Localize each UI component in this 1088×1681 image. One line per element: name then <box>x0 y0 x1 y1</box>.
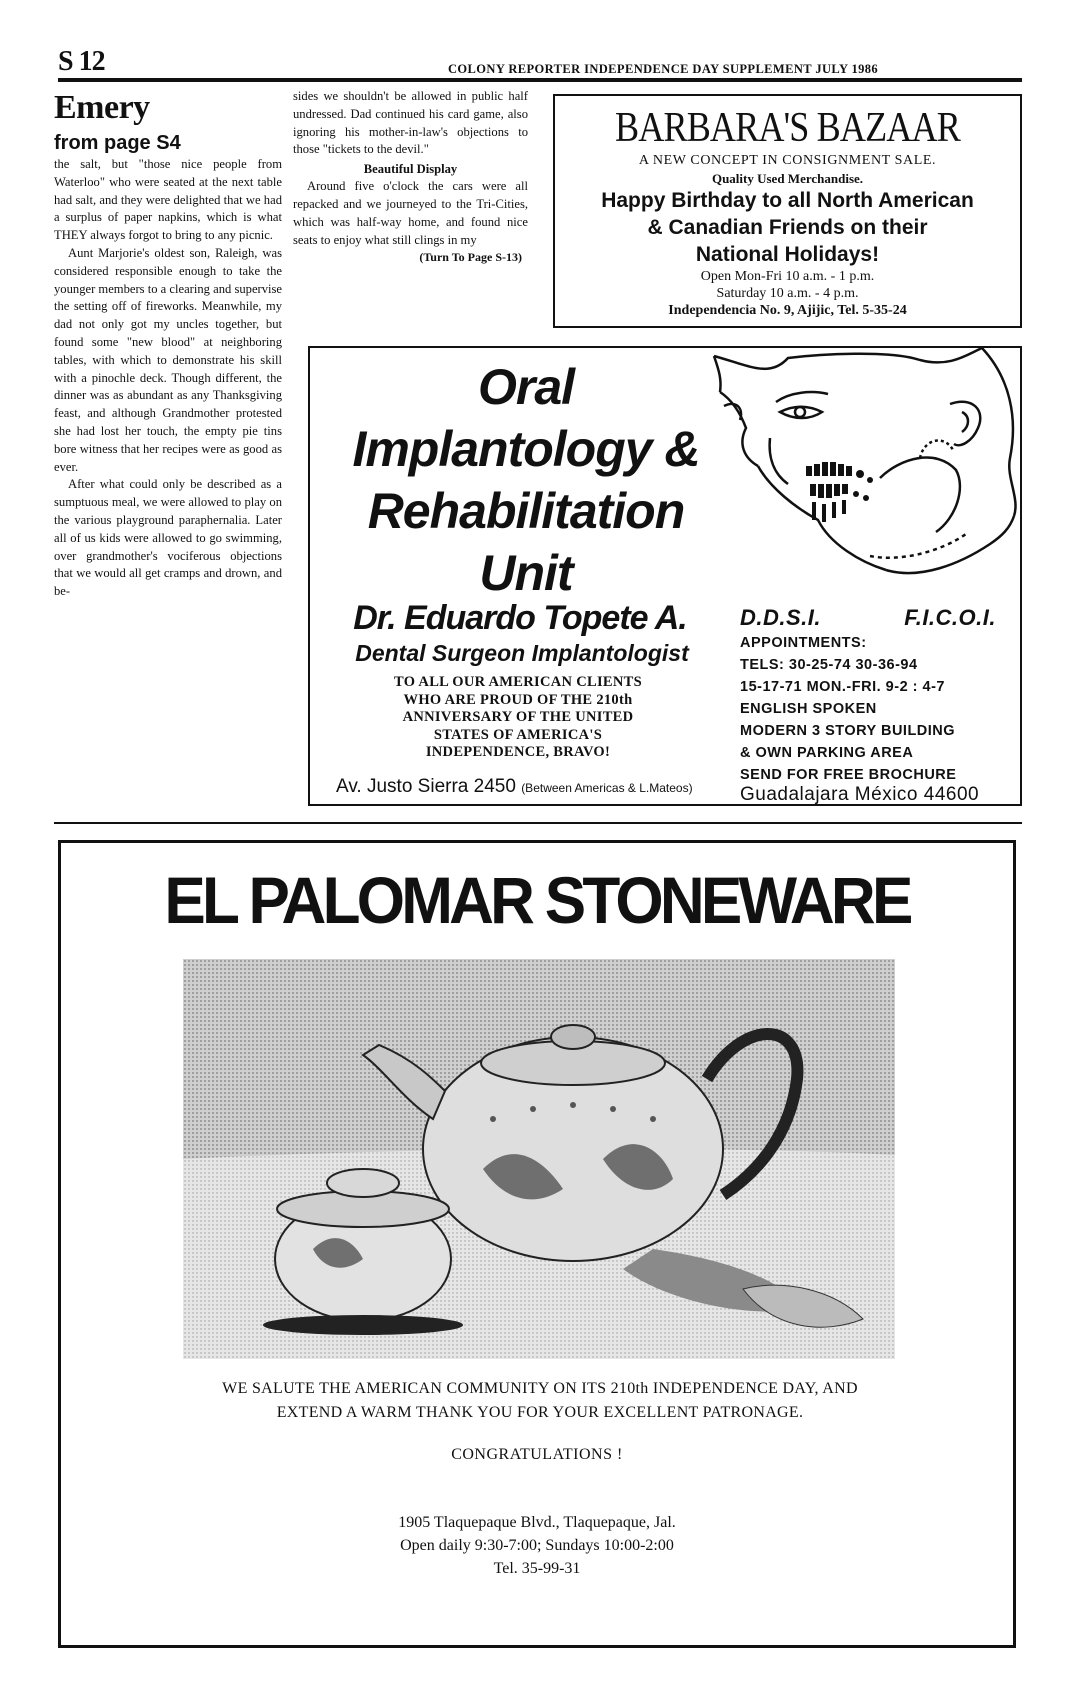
stoneware-photo-icon <box>183 959 895 1359</box>
dental-hours: 15-17-71 MON.-FRI. 9-2 : 4-7 <box>740 679 945 695</box>
dental-brochure: SEND FOR FREE BROCHURE <box>740 767 957 783</box>
article-paragraph: Around five o'clock the cars were all repacked and we journeyed to the Tri-Cities, which was half-way home, and found nice seats to enjoy what still clings in my <box>293 179 528 247</box>
palomar-title: EL PALOMAR STONEWARE <box>164 863 910 937</box>
dental-title-line: Unit <box>479 545 573 601</box>
dental-credential: D.D.S.I. <box>740 605 822 630</box>
dental-message-line: ANNIVERSARY OF THE UNITED <box>402 709 634 725</box>
palomar-salute <box>111 1377 969 1425</box>
dental-between: (Between Americas & L.Mateos) <box>521 781 693 795</box>
dental-building: MODERN 3 STORY BUILDING <box>740 723 956 739</box>
dental-doctor-name: Dr. Eduardo Topete A. <box>353 599 687 637</box>
bazaar-quality: Quality Used Merchandise. <box>711 171 864 186</box>
bazaar-name: BARBARA'S BAZAAR <box>615 105 960 151</box>
dental-city: Guadalajara México 44600 <box>740 784 980 805</box>
article-section-head: Beautiful Display <box>363 162 458 177</box>
article-column-1 <box>54 88 282 601</box>
dental-role: Dental Surgeon Implantologist <box>355 640 689 666</box>
bazaar-hours: Open Mon-Fri 10 a.m. - 1 p.m. <box>700 269 875 284</box>
palomar-salute-line: EXTEND A WARM THANK YOU FOR YOUR EXCELLENT PATRONAGE. <box>276 1404 804 1421</box>
bazaar-greeting: National Holidays! <box>695 243 880 266</box>
dental-title-line: Oral <box>477 359 575 415</box>
palomar-tel: Tel. 35-99-31 <box>493 1560 581 1577</box>
dental-title-line: Rehabilitation <box>367 483 685 539</box>
bazaar-hours: Saturday 10 a.m. - 4 p.m. <box>716 286 859 301</box>
dental-ad <box>308 346 1022 806</box>
turn-to-page-link[interactable]: (Turn To Page S-13) <box>419 250 522 265</box>
palomar-salute-line: WE SALUTE THE AMERICAN COMMUNITY ON ITS 210th INDEPENDENCE DAY, AND <box>222 1380 858 1397</box>
dental-credentials <box>740 604 1016 632</box>
article-paragraph: After what could only be described as a sumptuous meal, we were allowed to play on the various playground paraphernalia. Later all of us kids were allowed to go swimming, over grandmother's vociferous objections that we would all get cramps and drown, and be- <box>54 477 282 599</box>
dental-message <box>338 674 698 762</box>
article-subhead: from page S4 <box>54 132 181 154</box>
dental-credential: F.I.C.O.I. <box>904 605 996 630</box>
bazaar-address: Independencia No. 9, Ajijic, Tel. 5-35-24 <box>668 303 907 318</box>
article-headline: Emery <box>54 89 150 126</box>
dental-title <box>326 356 726 604</box>
article-body <box>54 156 282 601</box>
page-number: S 12 <box>58 46 105 77</box>
palomar-ad <box>58 840 1016 1648</box>
dental-phones: TELS: 30-25-74 30-36-94 <box>740 657 918 673</box>
dental-message-line: INDEPENDENCE, BRAVO! <box>425 744 611 760</box>
dental-address <box>336 776 693 799</box>
dental-title-line: Implantology & <box>352 421 700 477</box>
palomar-congrats: CONGRATULATIONS ! <box>451 1446 623 1463</box>
article-paragraph: Aunt Marjorie's oldest son, Raleigh, was considered responsible enough to take the younger members to a clearing and supervise the setting off of fireworks. Meanwhile, my dad not only got my uncles together, but found some "new blood" at neighboring tables, with which to demonstrate his skill with a pinochle deck. Though different, the dinner was as abundant as any Thanksgiving feast, and although Grandmother protested she had lost her touch, the empty pie tins bore witness that her recipes were as good as ever. <box>54 245 283 474</box>
bazaar-greeting: & Canadian Friends on their <box>647 216 928 239</box>
palomar-address: 1905 Tlaquepaque Blvd., Tlaquepaque, Jal. <box>398 1514 676 1531</box>
section-rule <box>54 822 1022 824</box>
dental-english: ENGLISH SPOKEN <box>740 701 877 717</box>
dental-face-illustration-icon <box>710 348 1022 598</box>
bazaar-greeting: Happy Birthday to all North American <box>601 189 974 212</box>
palomar-hours: Open daily 9:30-7:00; Sundays 10:00-2:00 <box>400 1537 674 1554</box>
dental-appointments: APPOINTMENTS: <box>740 635 867 651</box>
bazaar-concept: A NEW CONCEPT IN CONSIGNMENT SALE. <box>638 153 937 168</box>
article-paragraph: the salt, but "those nice people from Waterloo" who were seated at the next table had salt, and they were delighted that we had a surplus of paper napkins, which is what THEY always forgot to bring to any picnic. <box>54 157 282 243</box>
palomar-contact <box>61 1511 1013 1580</box>
dental-details <box>740 604 1016 806</box>
dental-message-line: WHO ARE PROUD OF THE 210th <box>403 691 633 708</box>
dental-message-line: STATES OF AMERICA'S <box>433 726 603 743</box>
dental-message-line: TO ALL OUR AMERICAN CLIENTS <box>394 674 642 690</box>
header-rule <box>58 78 1022 82</box>
dental-street: Av. Justo Sierra 2450 <box>336 776 516 797</box>
dental-parking: & OWN PARKING AREA <box>740 745 914 761</box>
publication-line: COLONY REPORTER INDEPENDENCE DAY SUPPLEMENT JULY 1986 <box>448 62 879 76</box>
article-paragraph: sides we shouldn't be allowed in public half undressed. Dad continued his card game, also ignoring his mother-in-law's objections to those "tickets to the devil." <box>293 89 528 157</box>
article-column-2 <box>293 88 528 265</box>
bazaar-ad <box>553 94 1022 328</box>
